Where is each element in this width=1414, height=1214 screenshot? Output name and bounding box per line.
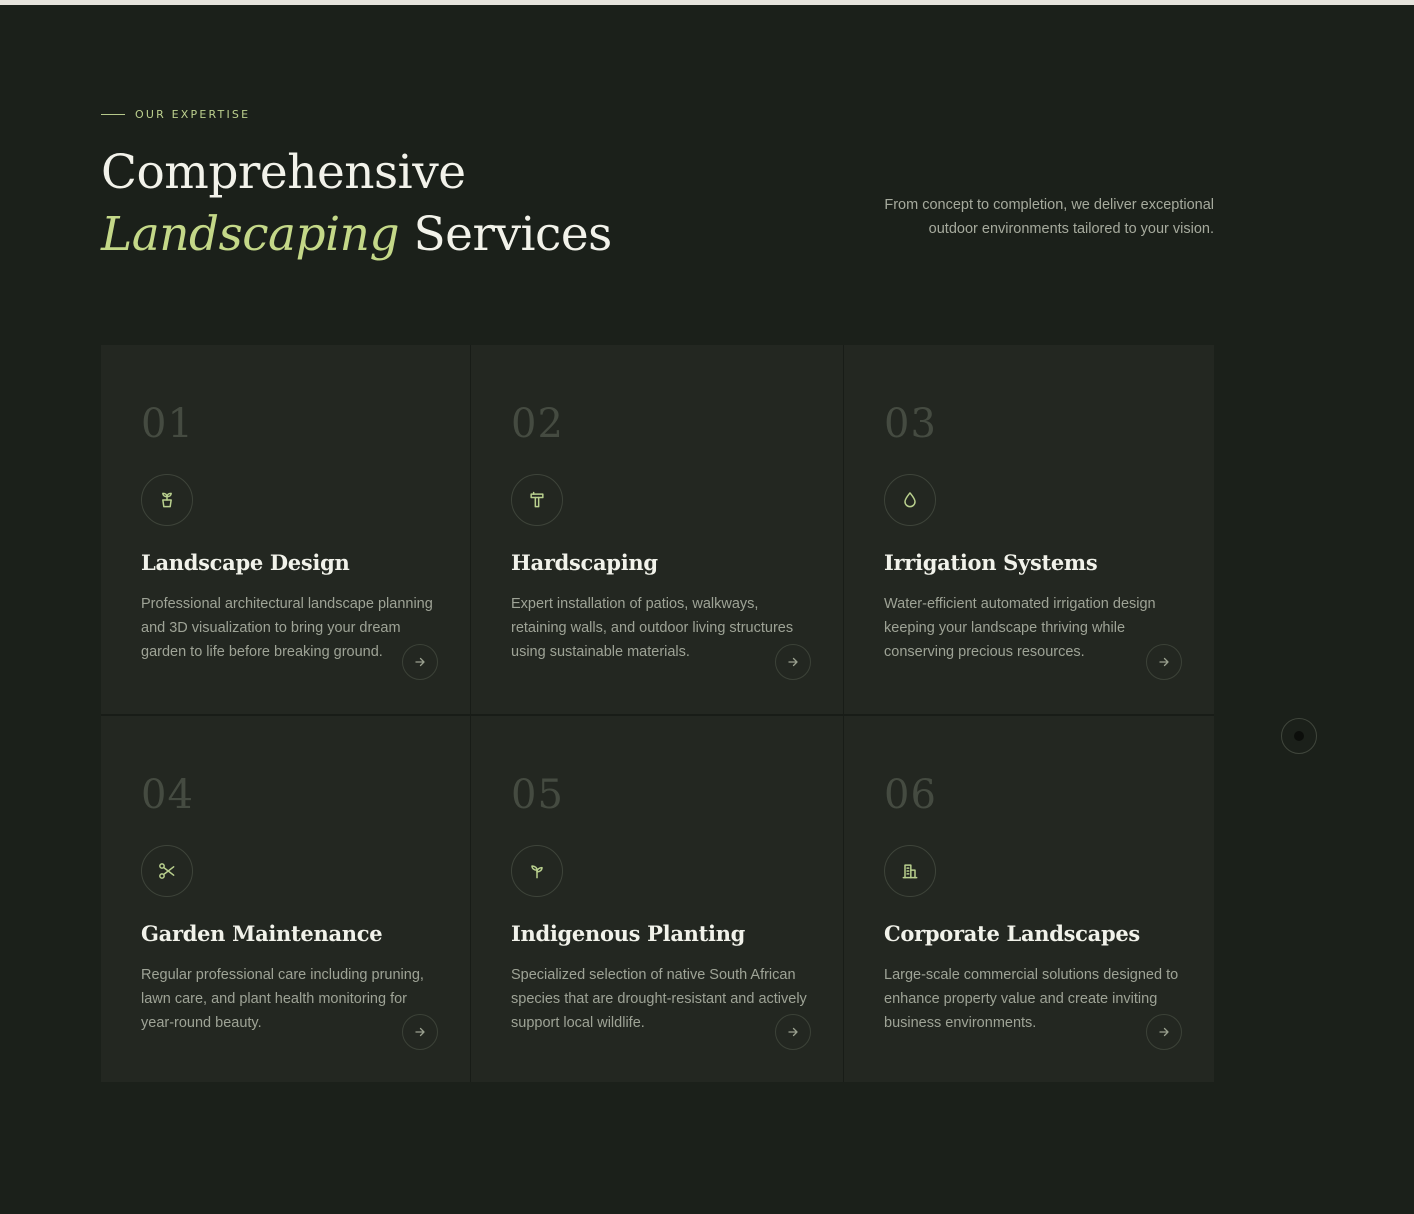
title-line-2 — [101, 204, 612, 266]
arrow-right-icon — [787, 656, 799, 668]
arrow-right-icon — [414, 1026, 426, 1038]
service-card-garden-maintenance[interactable] — [101, 716, 470, 1082]
service-number: 06 — [884, 772, 937, 818]
service-title: Corporate Landscapes — [884, 921, 1140, 946]
service-card-corporate-landscapes[interactable] — [844, 716, 1214, 1082]
service-description: Regular professional care including pruning, lawn care, and plant health monitoring for year-round beauty. — [141, 967, 424, 1031]
service-title: Hardscaping — [511, 550, 658, 575]
service-description: Expert installation of patios, walkways, retaining walls, and outdoor living structures using sustainable materials. — [511, 596, 794, 660]
services-grid — [101, 345, 1214, 1082]
title-line-1: Comprehensive — [101, 145, 466, 200]
section-intro: From concept to completion, we deliver exceptional outdoor environments tailored to your vision. — [884, 197, 1214, 237]
service-link-button[interactable] — [775, 644, 811, 680]
sprout-icon — [527, 861, 547, 881]
arrow-right-icon — [1158, 656, 1170, 668]
floating-cursor-dot[interactable] — [1281, 718, 1317, 754]
service-title: Landscape Design — [141, 550, 350, 575]
service-card-indigenous-planting[interactable] — [471, 716, 843, 1082]
service-description: Large-scale commercial solutions designed to enhance property value and create inviting business environments. — [884, 967, 1179, 1031]
service-link-button[interactable] — [402, 644, 438, 680]
service-link-button[interactable] — [402, 1014, 438, 1050]
section-title — [101, 142, 612, 266]
section-eyebrow — [101, 106, 250, 122]
service-icon-badge — [884, 845, 936, 897]
service-description: Professional architectural landscape planning and 3D visualization to bring your dream garden to life before breaking ground. — [141, 596, 433, 660]
title-rest: Services — [399, 207, 612, 262]
arrow-right-icon — [414, 656, 426, 668]
service-link-button[interactable] — [775, 1014, 811, 1050]
service-icon-badge — [141, 845, 193, 897]
cursor-dot-center — [1294, 731, 1304, 741]
service-link-button[interactable] — [1146, 644, 1182, 680]
service-number: 02 — [511, 401, 564, 447]
top-edge-strip — [0, 0, 1414, 5]
arrow-right-icon — [787, 1026, 799, 1038]
service-card-irrigation-systems[interactable] — [844, 345, 1214, 714]
hammer-icon — [527, 490, 547, 510]
service-number: 03 — [884, 401, 937, 447]
eyebrow-rule — [101, 114, 125, 115]
service-number: 01 — [141, 401, 194, 447]
scissors-icon — [157, 861, 177, 881]
service-title: Indigenous Planting — [511, 921, 746, 946]
service-link-button[interactable] — [1146, 1014, 1182, 1050]
sprout-pot-icon — [157, 490, 177, 510]
eyebrow-label: OUR EXPERTISE — [135, 107, 251, 121]
water-drop-icon — [900, 490, 920, 510]
service-icon-badge — [511, 845, 563, 897]
building-icon — [900, 861, 920, 881]
service-icon-badge — [884, 474, 936, 526]
title-accent-word: Landscaping — [101, 207, 400, 262]
service-title: Irrigation Systems — [884, 550, 1098, 575]
service-title: Garden Maintenance — [141, 921, 383, 946]
service-card-hardscaping[interactable] — [471, 345, 843, 714]
service-description: Water-efficient automated irrigation design keeping your landscape thriving while conserving precious resources. — [884, 596, 1156, 660]
service-icon-badge — [511, 474, 563, 526]
service-description: Specialized selection of native South African species that are drought-resistant and actively support local wildlife. — [511, 967, 807, 1031]
service-icon-badge — [141, 474, 193, 526]
service-card-landscape-design[interactable] — [101, 345, 470, 714]
service-number: 04 — [141, 772, 194, 818]
service-number: 05 — [511, 772, 564, 818]
arrow-right-icon — [1158, 1026, 1170, 1038]
